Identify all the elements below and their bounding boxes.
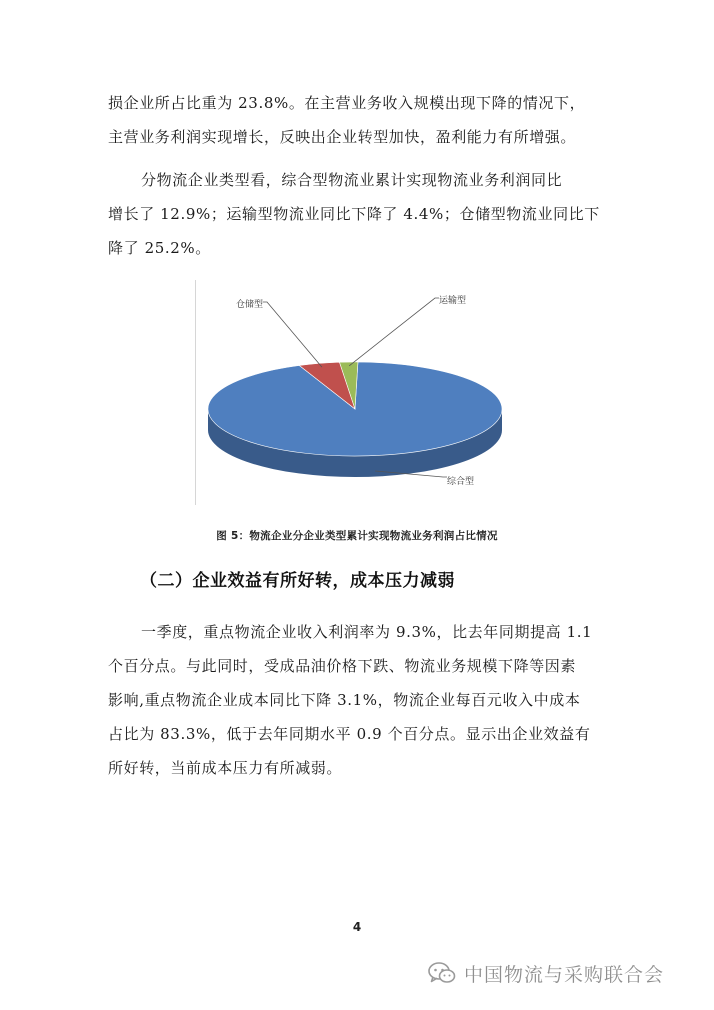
paragraph-2-line-text: 分物流企业类型看，综合型物流业累计实现物流业务利润同比 [141, 171, 563, 189]
paragraph-2-line [108, 163, 613, 197]
paragraph-1 [108, 86, 613, 154]
watermark-text: 中国物流与采购联合会 [464, 963, 665, 986]
pie-chart [195, 280, 520, 505]
paragraph-3-line [108, 615, 613, 649]
paragraph-3-line: 个百分点。与此同时，受成品油价格下跌、物流业务规模下降等因素 [108, 657, 577, 675]
leader-line-运输型 [349, 298, 439, 366]
pie-label-综合型: 综合型 [447, 477, 475, 487]
paragraph-3-line-text: 一季度，重点物流企业收入利润率为 9.3%，比去年同期提高 1.1 [141, 623, 593, 641]
wechat-icon [428, 961, 456, 985]
pie-label-运输型: 运输型 [439, 296, 467, 306]
paragraph-3-line: 所好转，当前成本压力有所减弱。 [108, 759, 343, 777]
leader-line-仓储型 [263, 302, 322, 367]
page-number: 4 [352, 920, 362, 934]
paragraph-2-line: 降了 25.2%。 [108, 239, 211, 257]
paragraph-2-line: 增长了 12.9%；运输型物流业同比下降了 4.4%；仓储型物流业同比下 [108, 205, 600, 223]
pie-label-仓储型: 仓储型 [235, 300, 263, 310]
paragraph-3-line: 影响,重点物流企业成本同比下降 3.1%，物流企业每百元收入中成本 [108, 691, 581, 709]
paragraph-2 [108, 163, 613, 265]
paragraph-1-line: 损企业所占比重为 23.8%。在主营业务收入规模出现下降的情况下， [108, 94, 586, 112]
section-heading: （二）企业效益有所好转，成本压力减弱 [140, 571, 455, 591]
figure-caption: 图 5：物流企业分企业类型累计实现物流业务利润占比情况 [216, 530, 498, 542]
paragraph-3-line: 占比为 83.3%，低于去年同期水平 0.9 个百分点。显示出企业效益有 [108, 725, 591, 743]
watermark [428, 958, 664, 988]
pie-chart-figure [195, 280, 520, 505]
paragraph-1-line: 主营业务利润实现增长，反映出企业转型加快，盈利能力有所增强。 [108, 128, 577, 146]
paragraph-3 [108, 615, 613, 785]
